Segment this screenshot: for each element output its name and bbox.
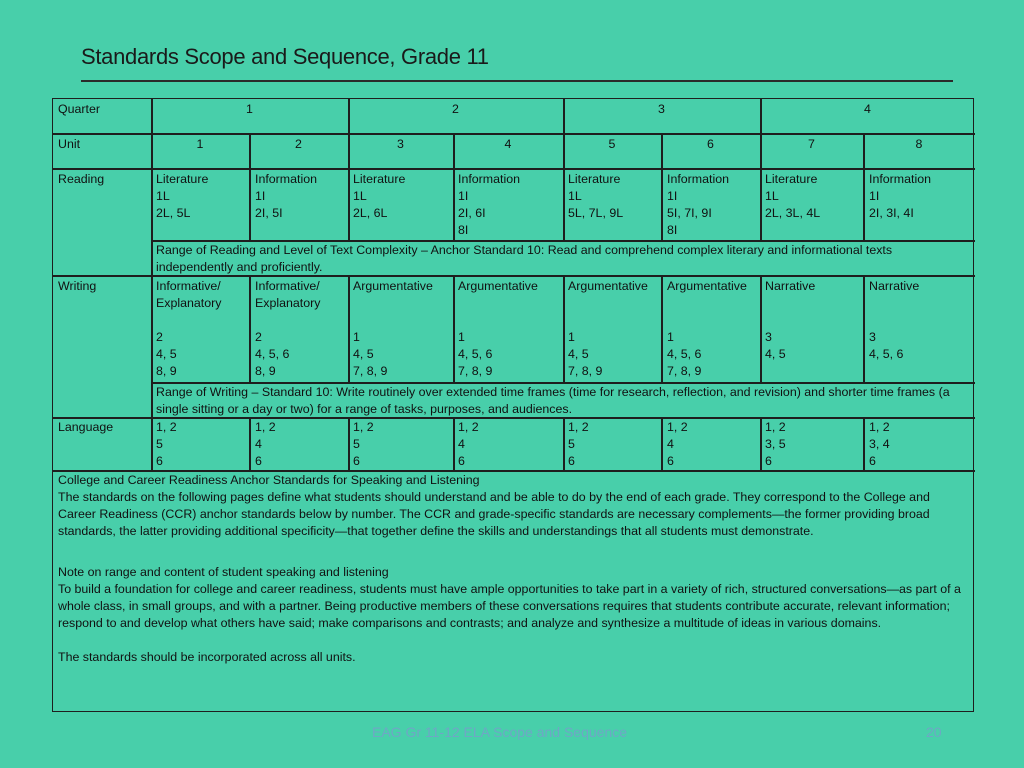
reading-cell: Literature 1L 2L, 6L <box>353 172 406 220</box>
writing-cell: Informative/ Explanatory 2 4, 5, 6 8, 9 <box>255 279 321 378</box>
col-divider <box>453 275 455 382</box>
page-title: Standards Scope and Sequence, Grade 11 <box>81 44 489 69</box>
col-divider <box>760 417 762 470</box>
col-divider <box>563 275 565 382</box>
writing-cell: Argumentative 1 4, 5 7, 8, 9 <box>353 279 433 378</box>
unit-header: 8 <box>915 137 923 151</box>
writing-cell: Narrative 3 4, 5 <box>765 279 816 361</box>
note-body: To build a foundation for college and career readiness, students must have ample opportunities to take part in a variety of rich, structured conversations—as part of a whole class, in small groups, and with a partner. Being productive members of these conversations requires that students contribute accurate, relevant information; respond to and develop what others have said; make comparisons and contrasts; and analyze and synthesize a multitude of ideas in various domains. <box>58 582 961 630</box>
col-divider <box>661 417 663 470</box>
language-cell: 1, 2 4 6 <box>458 420 479 468</box>
unit-header: 3 <box>397 137 404 151</box>
col-divider <box>348 417 350 470</box>
quarter-header: 2 <box>452 102 459 116</box>
col-divider <box>249 417 251 470</box>
col-divider <box>348 99 350 240</box>
writing-label: Writing <box>58 279 97 293</box>
writing-range: Range of Writing – Standard 10: Write routinely over extended time frames (time for research, reflection, and revision) and shorter time frames (a single sitting or a day or two) for a range of tasks, purposes, and audiences. <box>156 385 950 416</box>
reading-cell: Information 1I 2I, 3I, 4I <box>869 172 931 220</box>
col-divider <box>453 417 455 470</box>
ccr-heading: College and Career Readiness Anchor Standards for Speaking and Listening <box>58 473 480 487</box>
language-label: Language <box>58 420 114 434</box>
writing-cell: Narrative 3 4, 5, 6 <box>869 279 920 361</box>
reading-cell: Information 1I 2I, 6I 8I <box>458 172 520 237</box>
quarter-header: 4 <box>864 102 871 116</box>
language-cell: 1, 2 5 6 <box>568 420 589 468</box>
unit-header: 5 <box>608 137 616 151</box>
language-cell: 1, 2 4 6 <box>255 420 276 468</box>
quarter-label: Quarter <box>58 102 101 116</box>
quarter-header: 3 <box>658 102 665 116</box>
col-divider <box>249 275 251 382</box>
writing-cell: Informative/ Explanatory 2 4, 5 8, 9 <box>156 279 222 378</box>
col-divider <box>151 99 153 471</box>
col-divider <box>661 275 663 382</box>
reading-cell: Information 1I 5I, 7I, 9I 8I <box>667 172 729 237</box>
unit-header: 2 <box>295 137 302 151</box>
writing-cell: Argumentative 1 4, 5, 6 7, 8, 9 <box>458 279 538 378</box>
col-divider <box>563 99 565 240</box>
reading-cell: Literature 1L 5L, 7L, 9L <box>568 172 624 220</box>
language-cell: 1, 2 5 6 <box>156 420 177 468</box>
col-divider <box>760 99 762 240</box>
reading-label: Reading <box>58 172 105 186</box>
page-number: 20 <box>926 724 942 740</box>
col-divider <box>760 275 762 382</box>
unit-label: Unit <box>58 137 81 151</box>
writing-cell: Argumentative 1 4, 5, 6 7, 8, 9 <box>667 279 747 378</box>
row-divider <box>53 133 975 135</box>
note-heading: Note on range and content of student speaking and listening <box>58 565 389 579</box>
ccr-body: The standards on the following pages define what students should understand and be able to do by the end of each grade. They correspond to the College and Career Readiness (CCR) anchor standards below by number. The CCR and grade-specific standards are necessary complements—the former providing broad standards, the latter providing additional specificity—that together define the skills and understandings that all students must demonstrate. <box>58 490 930 538</box>
col-divider <box>348 275 350 382</box>
reading-range: Range of Reading and Level of Text Complexity – Anchor Standard 10: Read and comprehend complex literary and informational texts independently and proficiently. <box>156 243 893 274</box>
unit-header: 6 <box>707 137 714 151</box>
language-cell: 1, 2 4 6 <box>667 420 688 468</box>
col-divider <box>863 275 865 382</box>
speaking-listening-notes <box>58 472 968 666</box>
unit-header: 4 <box>504 137 512 151</box>
language-cell: 1, 2 5 6 <box>353 420 374 468</box>
reading-cell: Literature 1L 2L, 5L <box>156 172 209 220</box>
writing-cell: Argumentative 1 4, 5 7, 8, 9 <box>568 279 648 378</box>
footer-text: EAG Gr 11-12 ELA Scope and Sequence <box>372 724 628 740</box>
unit-header: 1 <box>196 137 204 151</box>
language-cell: 1, 2 3, 4 6 <box>869 420 890 468</box>
title-underline <box>81 80 953 82</box>
col-divider <box>563 417 565 470</box>
language-cell: 1, 2 3, 5 6 <box>765 420 786 468</box>
reading-cell: Information 1I 2I, 5I <box>255 172 317 220</box>
row-divider <box>53 168 975 170</box>
col-divider <box>863 417 865 470</box>
quarter-header: 1 <box>246 102 253 116</box>
incorporated-note: The standards should be incorporated across all units. <box>58 650 356 664</box>
reading-cell: Literature 1L 2L, 3L, 4L <box>765 172 821 220</box>
unit-header: 7 <box>808 137 815 151</box>
